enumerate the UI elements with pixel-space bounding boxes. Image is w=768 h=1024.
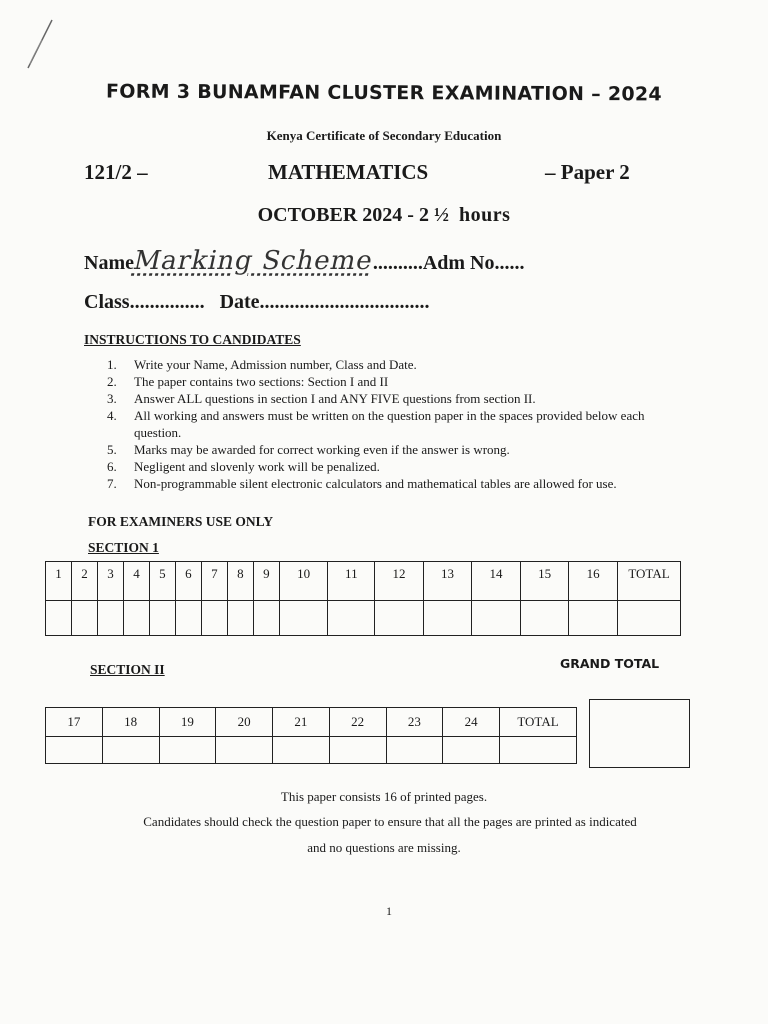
- adm-no-label[interactable]: Adm No......: [422, 252, 525, 274]
- instructions-heading: INSTRUCTIONS TO CANDIDATES: [84, 332, 301, 347]
- class-field[interactable]: Class...............: [84, 291, 205, 313]
- section2-col-header: TOTAL: [500, 708, 577, 737]
- section2-col-header: 20: [216, 708, 273, 737]
- section1-col-header: 1: [46, 562, 72, 601]
- section1-score-cell[interactable]: [520, 601, 569, 636]
- exam-title: FORM 3 BUNAMFAN CLUSTER EXAMINATION – 2024: [105, 80, 663, 106]
- section2-score-cell[interactable]: [329, 737, 386, 764]
- paper-number: – Paper 2: [545, 160, 630, 184]
- instruction-item: 7. Non-programmable silent electronic calculators and mathematical tables are allowed for use.: [107, 476, 617, 491]
- grand-total-box[interactable]: [589, 699, 690, 768]
- section-1-score-table: [45, 561, 681, 636]
- table-score-row: [46, 601, 681, 636]
- section1-score-cell[interactable]: [375, 601, 424, 636]
- section1-col-header: 8: [227, 562, 253, 601]
- check-pages-note: Candidates should check the question paper to ensure that all the pages are printed as indicated: [143, 814, 637, 829]
- grand-total-label: GRAND TOTAL: [560, 656, 660, 671]
- section1-col-header: 11: [328, 562, 375, 601]
- section2-score-cell[interactable]: [443, 737, 500, 764]
- subject-name: MATHEMATICS: [268, 160, 429, 184]
- section1-score-cell[interactable]: [328, 601, 375, 636]
- instruction-item: 6. Negligent and slovenly work will be penalized.: [107, 459, 380, 474]
- instructions-list: [107, 356, 687, 492]
- section-1-label: SECTION 1: [88, 540, 159, 555]
- instruction-item: 3. Answer ALL questions in section I and ANY FIVE questions from section II.: [107, 391, 536, 406]
- section2-col-header: 24: [443, 708, 500, 737]
- date-field[interactable]: Date..................................: [219, 291, 430, 313]
- section1-col-header: 7: [201, 562, 227, 601]
- page-count-note: This paper consists 16 of printed pages.: [280, 789, 488, 804]
- name-label: Name: [84, 252, 134, 274]
- table-header-row: [46, 708, 577, 737]
- date-duration-text: OCTOBER 2024 - 2 ½: [257, 204, 449, 226]
- section1-score-cell[interactable]: [279, 601, 328, 636]
- section1-score-cell[interactable]: [123, 601, 149, 636]
- section1-score-cell[interactable]: [569, 601, 618, 636]
- section1-col-header: 16: [569, 562, 618, 601]
- section1-col-header: 6: [175, 562, 201, 601]
- section1-col-header: 3: [97, 562, 123, 601]
- section1-score-cell[interactable]: [71, 601, 97, 636]
- table-score-row: [46, 737, 577, 764]
- section1-score-cell[interactable]: [201, 601, 227, 636]
- class-date-line: [84, 291, 430, 314]
- section1-score-cell[interactable]: [227, 601, 253, 636]
- section1-col-header: 13: [423, 562, 472, 601]
- hours-text: hours: [458, 204, 511, 226]
- section1-score-cell[interactable]: [97, 601, 123, 636]
- section1-score-cell[interactable]: [175, 601, 201, 636]
- pen-stroke-mark: [18, 18, 58, 78]
- examiners-use-heading: FOR EXAMINERS USE ONLY: [88, 514, 274, 529]
- section1-score-cell[interactable]: [46, 601, 72, 636]
- section1-score-cell[interactable]: [149, 601, 175, 636]
- section2-score-cell[interactable]: [500, 737, 577, 764]
- section-2-label: SECTION II: [90, 662, 165, 677]
- section1-col-header: 15: [520, 562, 569, 601]
- section1-score-cell[interactable]: [618, 601, 681, 636]
- section1-score-cell[interactable]: [253, 601, 279, 636]
- section2-col-header: 21: [273, 708, 330, 737]
- section1-col-header: 5: [149, 562, 175, 601]
- section1-col-header: 12: [375, 562, 424, 601]
- section2-score-cell[interactable]: [46, 737, 103, 764]
- instruction-item: 1. Write your Name, Admission number, Class and Date.: [107, 357, 417, 372]
- section1-score-cell[interactable]: [423, 601, 472, 636]
- instruction-item: 5. Marks may be awarded for correct working even if the answer is wrong.: [107, 442, 510, 457]
- section1-col-header: 4: [123, 562, 149, 601]
- section2-score-cell[interactable]: [159, 737, 216, 764]
- instruction-item: 4. All working and answers must be written on the question paper in the spaces provided below each question.: [107, 408, 645, 440]
- section1-score-cell[interactable]: [472, 601, 521, 636]
- section2-col-header: 17: [46, 708, 103, 737]
- section1-col-header: 2: [71, 562, 97, 601]
- section2-score-cell[interactable]: [216, 737, 273, 764]
- name-field-line: [84, 246, 524, 276]
- instruction-item: 2. The paper contains two sections: Section I and II: [107, 374, 389, 389]
- exam-subtitle: Kenya Certificate of Secondary Education: [266, 128, 502, 143]
- section2-score-cell[interactable]: [102, 737, 159, 764]
- check-pages-note-cont: and no questions are missing.: [307, 840, 461, 855]
- section-2-score-table: [45, 707, 577, 764]
- section2-col-header: 19: [159, 708, 216, 737]
- section1-col-header: TOTAL: [618, 562, 681, 601]
- name-dots: ..........: [372, 252, 423, 274]
- section1-col-header: 10: [279, 562, 328, 601]
- section1-col-header: 14: [472, 562, 521, 601]
- section1-col-header: 9: [253, 562, 279, 601]
- section2-score-cell[interactable]: [386, 737, 443, 764]
- section2-col-header: 18: [102, 708, 159, 737]
- name-handwritten-value[interactable]: Marking Scheme: [130, 246, 377, 276]
- page-number: 1: [386, 904, 392, 918]
- table-header-row: [46, 562, 681, 601]
- section2-col-header: 23: [386, 708, 443, 737]
- section2-score-cell[interactable]: [273, 737, 330, 764]
- section2-col-header: 22: [329, 708, 386, 737]
- paper-code: 121/2 –: [84, 160, 148, 184]
- exam-date-duration: [0, 204, 768, 227]
